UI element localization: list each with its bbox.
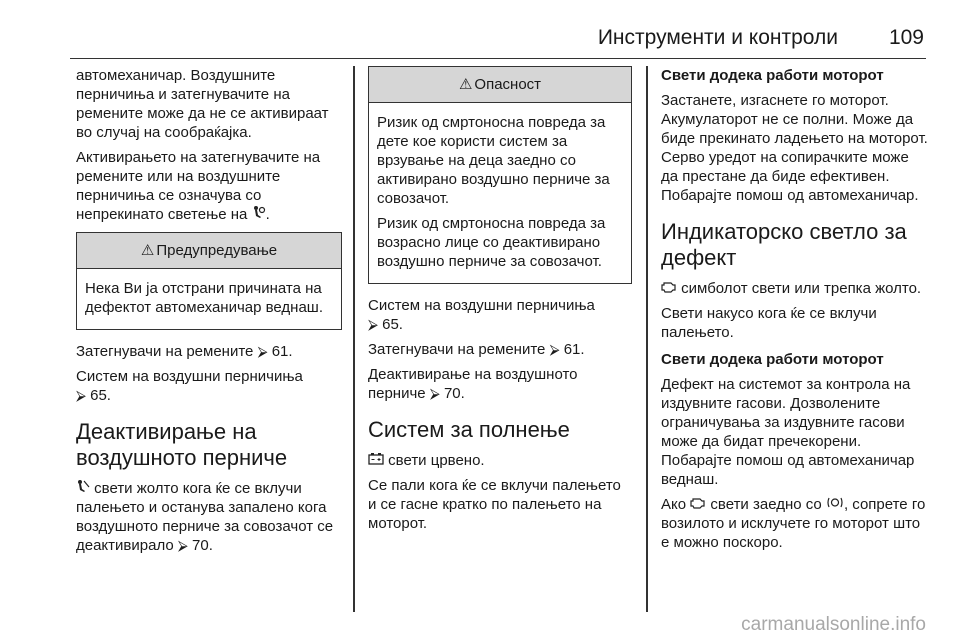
danger-text: Ризик од смртоносна повреда за возрасно лице со деактивирано воздушно перниче за совозачот. — [377, 215, 606, 270]
page-reference-icon: ⮚ — [257, 343, 268, 359]
column-divider — [646, 66, 648, 612]
section-title: Инструменти и контроли — [597, 26, 838, 49]
column-divider — [353, 66, 355, 612]
section-heading: Систем за полнење — [368, 417, 570, 442]
reference-page[interactable]: 70. — [192, 537, 213, 554]
battery-icon — [368, 451, 384, 470]
column-1 — [76, 66, 342, 561]
warning-triangle-icon: ⚠ — [140, 242, 155, 259]
paragraph-text: , сопрете го возилото и исклучете го моторот што е можно поскоро. — [661, 496, 926, 551]
page-reference-icon: ⮚ — [177, 537, 188, 553]
paragraph: Се пали кога ќе се вклучи палењето и се гасне кратко по палењето на моторот. — [368, 477, 621, 532]
page-reference-icon: ⮚ — [76, 387, 86, 403]
reference-page[interactable]: 70. — [443, 385, 465, 402]
danger-header — [369, 67, 631, 103]
paragraph-text: симболот свети или трепка жолто. — [681, 280, 922, 297]
engine-check-icon — [690, 495, 706, 514]
section-heading: Индикаторско светло за дефект — [661, 219, 907, 270]
page-reference-icon: ⮚ — [429, 385, 440, 401]
warning-triangle-icon: ⚠ — [458, 76, 473, 93]
warning-header — [77, 233, 341, 269]
paragraph — [368, 451, 632, 470]
subheading: Свети додека работи моторот — [661, 67, 884, 84]
reference-text: Систем на воздушни перничиња — [368, 297, 595, 314]
engine-check-icon — [661, 279, 677, 298]
reference-page[interactable]: 61. — [271, 343, 293, 360]
column-2 — [368, 66, 632, 539]
paragraph-text: . — [265, 206, 270, 223]
danger-body — [369, 103, 631, 283]
reference-text: Затегнувачи на ремените — [76, 343, 254, 360]
danger-text: Ризик од смртоносна повреда за дете кое користи систем за врзување на деца заедно со активирано воздушно перниче за совозачот. — [377, 114, 610, 207]
paragraph: автомеханичар. Воздушните перничиња и затегнувачите на ремените може да не се активираат во случај на сообраќајка. — [76, 67, 329, 141]
paragraph-text: свети жолто кога ќе се вклучи палењето и останува запалено кога воздушното перниче за совозачот се деактивирало — [76, 480, 334, 554]
warning-body — [77, 269, 341, 329]
reference-page[interactable]: 65. — [382, 316, 403, 333]
paragraph — [661, 279, 929, 298]
paragraph-text: свети заедно со — [710, 496, 822, 513]
warning-box — [76, 232, 342, 330]
danger-title: Опасност — [474, 76, 542, 93]
paragraph — [76, 479, 342, 555]
reference-page[interactable]: 65. — [90, 387, 111, 404]
paragraph-text: свети црвено. — [388, 452, 485, 469]
paragraph-text: Активирањето на затегнувачите на ремените или на воздушните перничиња се означува со непрекинато светење на — [76, 149, 321, 223]
section-heading: Деактивирање на воздушното перниче — [76, 419, 288, 470]
page-reference-icon: ⮚ — [549, 341, 560, 357]
reference-text: Затегнувачи на ремените — [368, 341, 546, 358]
cross-reference — [76, 367, 342, 405]
warning-title: Предупредување — [156, 242, 278, 259]
page-reference-icon: ⮚ — [368, 316, 378, 332]
reference-text: Систем на воздушни перничиња — [76, 368, 303, 385]
danger-box — [368, 66, 632, 284]
watermark: carmanualsonline.info — [741, 614, 926, 635]
page-header — [70, 22, 926, 59]
cross-reference — [368, 365, 632, 403]
cross-reference — [368, 296, 632, 334]
steering-icon — [826, 495, 844, 514]
paragraph: Застанете, изгаснете го моторот. Акумулаторот не се полни. Може да биде прекинато ладењето на моторот. Серво уредот на сопирачките може да престане да биде ефективен. Побарајте помош од автомеханичар. — [661, 92, 928, 204]
paragraph — [76, 148, 342, 224]
page-number: 109 — [888, 26, 924, 49]
cross-reference — [76, 342, 342, 361]
cross-reference — [368, 340, 632, 359]
airbag-icon — [252, 205, 266, 224]
paragraph: Дефект на системот за контрола на издувните гасови. Дозволените ограничувања за издувните гасови може да бидат пречекорени. Побарајте помош од автомеханичар веднаш. — [661, 376, 915, 488]
subheading: Свети додека работи моторот — [661, 351, 884, 368]
reference-text: Деактивирање на воздушното перниче — [368, 366, 578, 402]
warning-text: Нека Ви ја отстрани причината на дефектот автомеханичар веднаш. — [85, 280, 324, 316]
airbag-off-icon — [76, 479, 90, 498]
column-3 — [661, 66, 929, 558]
paragraph — [661, 495, 929, 552]
paragraph: Свети накусо кога ќе се вклучи палењето. — [661, 305, 877, 341]
reference-page[interactable]: 61. — [563, 341, 585, 358]
paragraph-text: Ако — [661, 496, 687, 513]
